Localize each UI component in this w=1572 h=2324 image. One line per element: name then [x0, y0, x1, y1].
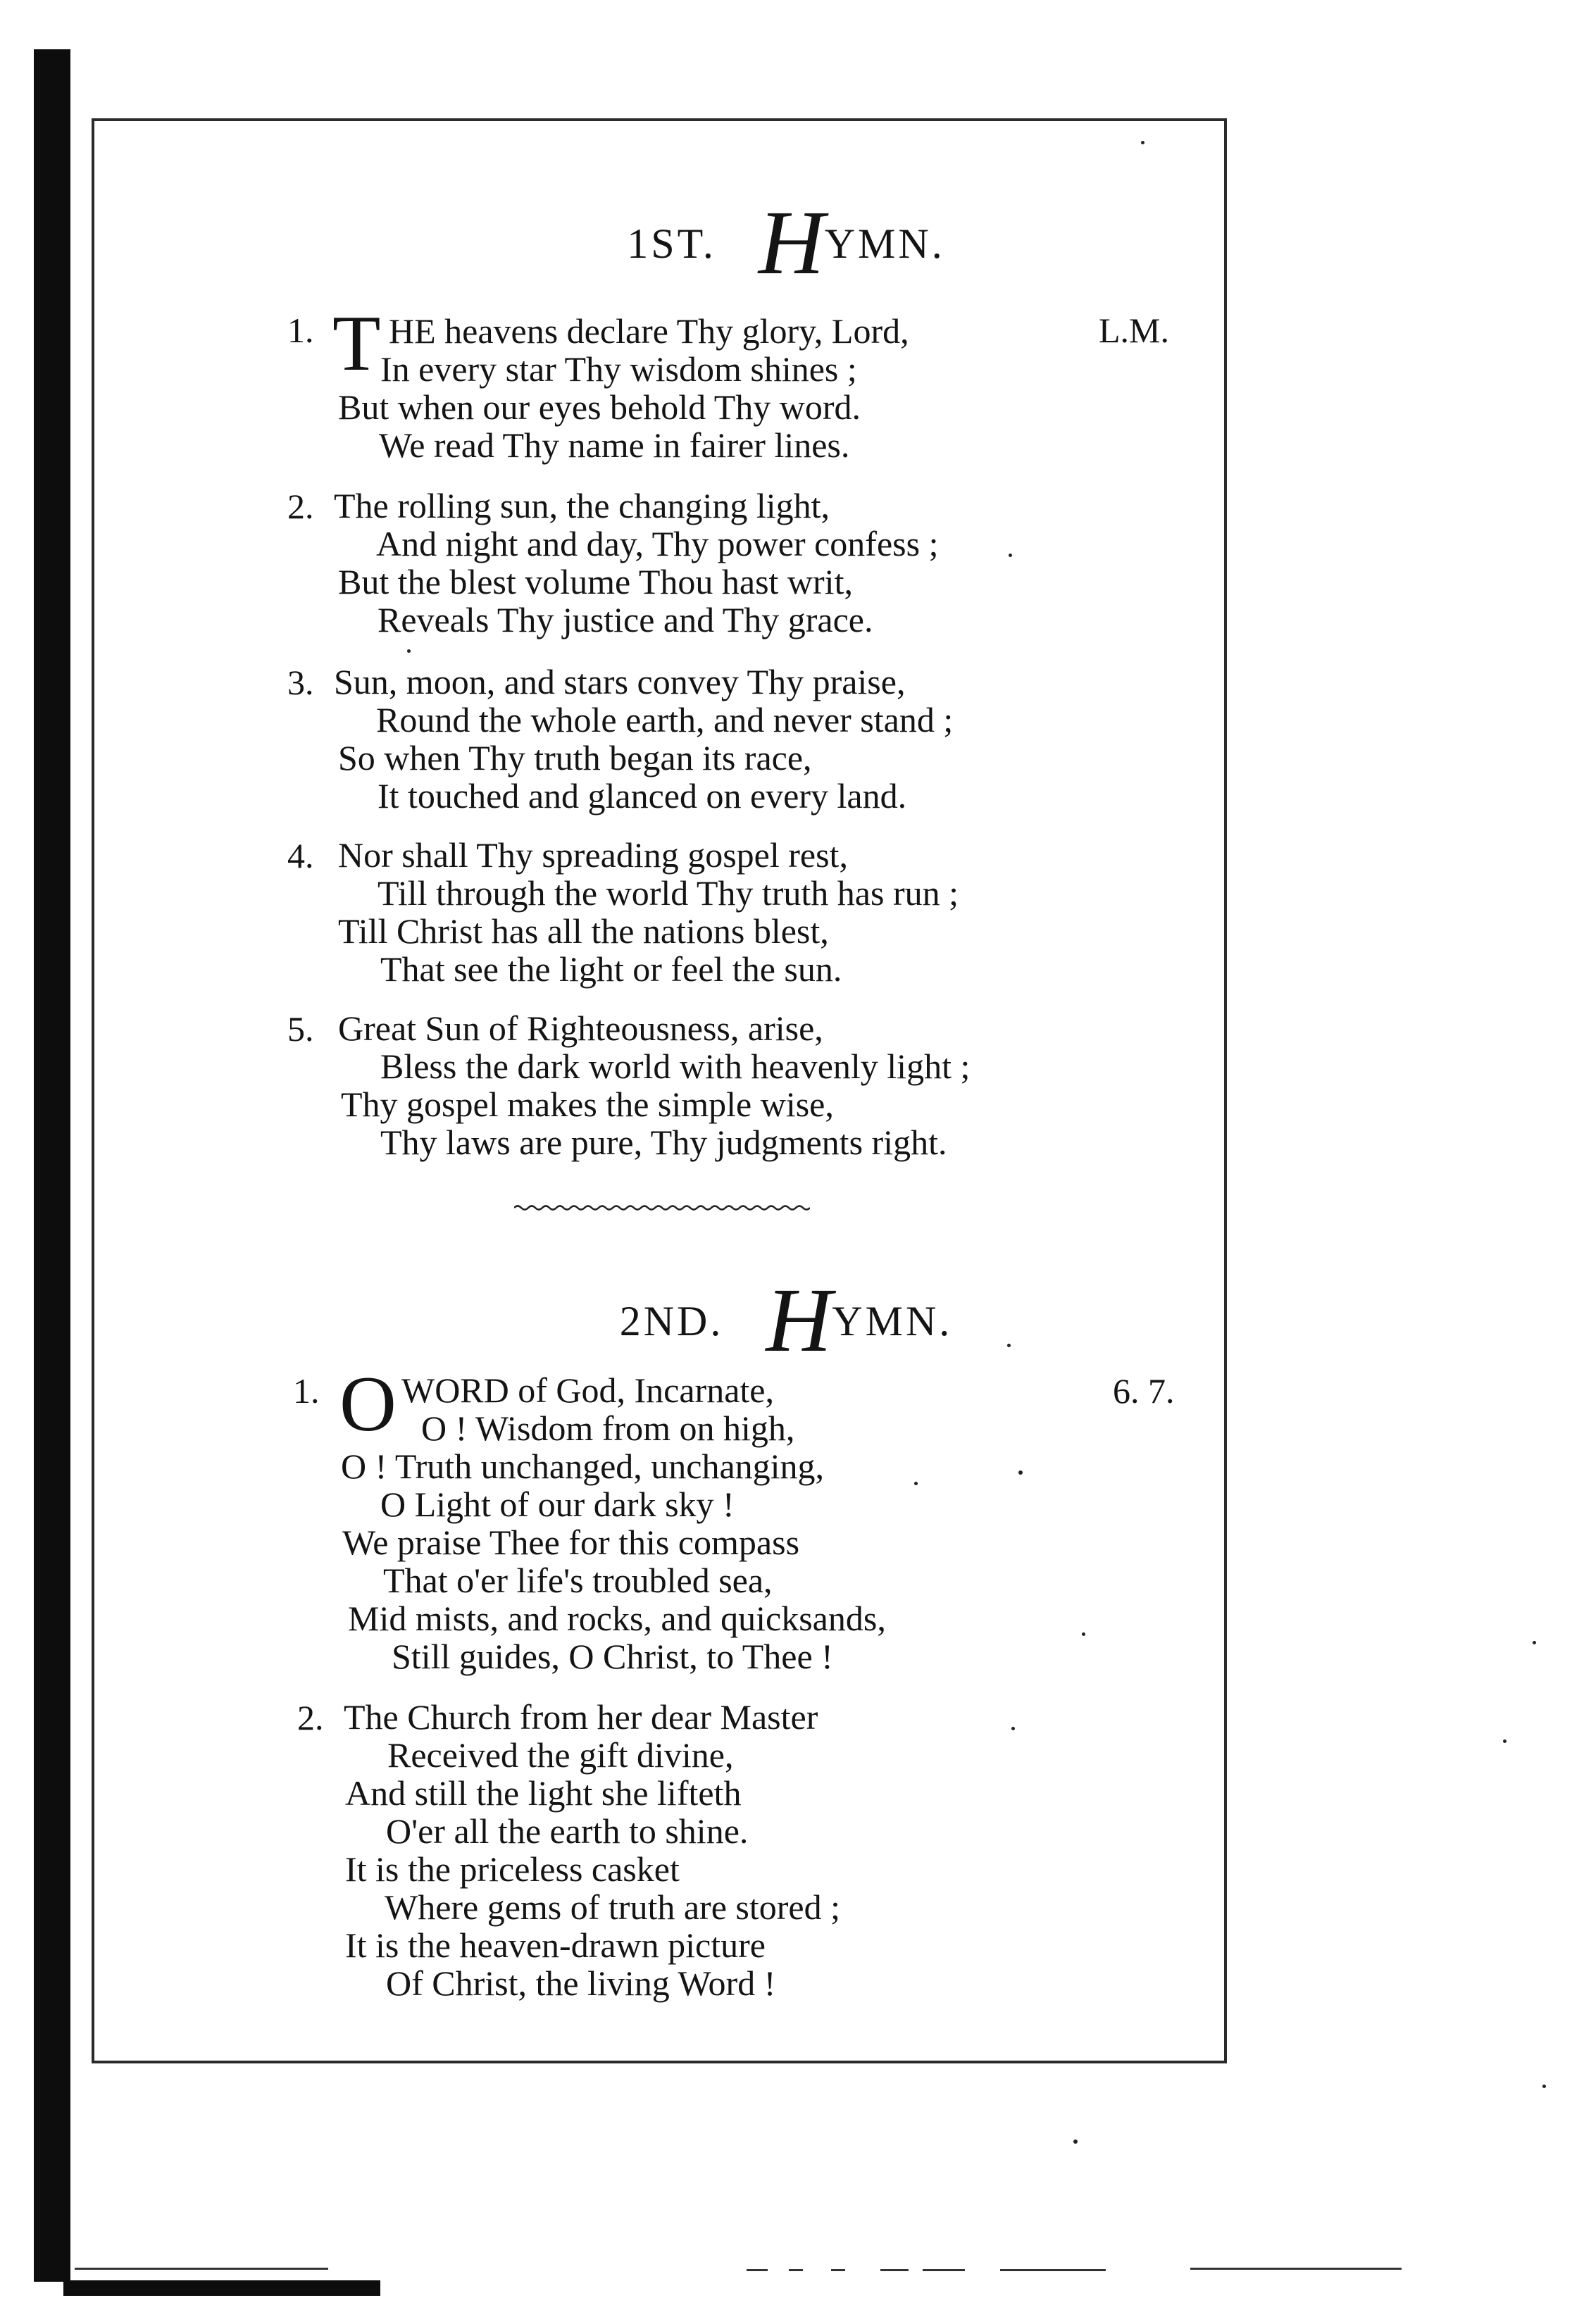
hymn1-verse2-line4: Reveals Thy justice and Thy grace.	[378, 600, 873, 639]
bottom-rule-fragment	[747, 2269, 768, 2271]
hymn1-verse5-line4: Thy laws are pure, Thy judgments right.	[380, 1123, 947, 1162]
hymn1-verse5-number: 5.	[287, 1009, 314, 1049]
bottom-rule-fragment	[880, 2269, 909, 2271]
hymn1-verse3-line2: Round the whole earth, and never stand ;	[376, 700, 954, 739]
print-speck	[1533, 1641, 1536, 1644]
hymn2-verse1-line5: We praise Thee for this compass	[342, 1523, 800, 1562]
hymn2-verse1-line6: That o'er life's troubled sea,	[383, 1561, 773, 1600]
hymn2-verse1-dropcap: O	[339, 1361, 397, 1448]
print-speck	[1007, 1344, 1011, 1347]
hymn1-verse2-line2: And night and day, Thy power confess ;	[376, 524, 939, 563]
hymn2-heading-cap: H	[766, 1270, 832, 1371]
hymn1-verse1-line3: But when our eyes behold Thy word.	[338, 387, 861, 427]
hymn1-verse2-line3: But the blest volume Thou hast writ,	[338, 562, 853, 601]
hymn1-heading-rest: YMN.	[824, 220, 945, 267]
hymn2-verse2-line6: Where gems of truth are stored ;	[385, 1887, 840, 1927]
hymn2-verse2-line4: O'er all the earth to shine.	[386, 1811, 749, 1851]
book-spine-shadow	[34, 49, 70, 2282]
hymn1-verse5-line3: Thy gospel makes the simple wise,	[341, 1085, 834, 1124]
print-speck	[1141, 141, 1144, 144]
hymn1-verse2-number: 2.	[287, 487, 314, 526]
hymn1-verse5-line1: Great Sun of Righteousness, arise,	[338, 1008, 823, 1048]
bottom-rule-fragment	[1190, 2268, 1402, 2270]
hymn1-verse4-line3: Till Christ has all the nations blest,	[338, 911, 829, 951]
hymn2-meter: 6. 7.	[1113, 1371, 1175, 1411]
print-speck	[1503, 1739, 1506, 1743]
print-speck	[1082, 1632, 1085, 1636]
print-speck	[914, 1482, 918, 1485]
hymn2-verse1-line1: WORD of God, Incarnate,	[401, 1370, 774, 1410]
hymn1-verse3-line1: Sun, moon, and stars convey Thy praise,	[334, 662, 906, 701]
hymn2-verse2-line2: Received the gift divine,	[387, 1735, 734, 1775]
hymn1-verse1-line1: HE heavens declare Thy glory, Lord,	[389, 311, 909, 351]
hymn1-verse5-line2: Bless the dark world with heavenly light ;	[380, 1047, 971, 1086]
ornamental-divider	[514, 1204, 810, 1211]
bottom-rule-fragment	[831, 2269, 845, 2271]
hymn1-meter: L.M.	[1099, 311, 1169, 350]
hymn2-verse2-line8: Of Christ, the living Word !	[386, 1963, 776, 2003]
print-speck	[1073, 2139, 1078, 2144]
hymn2-verse1-line8: Still guides, O Christ, to Thee !	[392, 1637, 833, 1676]
hymn1-verse1-line4: We read Thy name in fairer lines.	[379, 425, 850, 465]
hymn1-heading-cap: H	[758, 192, 825, 294]
hymn1-verse1-line2: In every star Thy wisdom shines ;	[380, 349, 857, 389]
hymn1-verse1-dropcap: T	[332, 300, 381, 387]
bottom-rule-fragment	[75, 2268, 328, 2270]
hymn2-verse1-line4: O Light of our dark sky !	[380, 1485, 735, 1524]
hymn2-heading-rest: YMN.	[832, 1298, 953, 1344]
hymn1-verse4-line1: Nor shall Thy spreading gospel rest,	[338, 835, 848, 875]
hymn2-verse1-line2: O ! Wisdom from on high,	[421, 1408, 795, 1448]
hymn1-verse4-line4: That see the light or feel the sun.	[380, 949, 842, 989]
hymn2-verse2-line3: And still the light she lifteth	[345, 1773, 742, 1813]
hymn1-verse3-line3: So when Thy truth began its race,	[338, 738, 812, 777]
hymn1-heading-ordinal: 1ST.	[627, 220, 716, 267]
hymn2-heading	[0, 1268, 1572, 1373]
print-speck	[1542, 2085, 1546, 2088]
hymn2-verse1-line3: O ! Truth unchanged, unchanging,	[341, 1447, 825, 1486]
hymn1-verse4-line2: Till through the world Thy truth has run ;	[378, 873, 959, 913]
print-speck	[1011, 1727, 1015, 1730]
hymn2-verse2-line1: The Church from her dear Master	[344, 1697, 818, 1737]
hymn2-verse1-line7: Mid mists, and rocks, and quicksands,	[348, 1599, 886, 1638]
hymn1-verse3-line4: It touched and glanced on every land.	[378, 776, 907, 816]
hymn1-verse2-line1: The rolling sun, the changing light,	[334, 486, 830, 525]
hymn1-verse1-number: 1.	[287, 311, 314, 350]
print-speck	[407, 649, 411, 653]
hymn1-heading	[0, 190, 1572, 296]
hymn2-verse2-line7: It is the heaven-drawn picture	[345, 1925, 766, 1965]
bottom-rule-fragment	[923, 2269, 965, 2271]
print-speck	[1018, 1470, 1023, 1475]
hymn2-verse2-number: 2.	[297, 1698, 324, 1737]
hymn2-verse1-number: 1.	[293, 1371, 320, 1411]
hymn1-verse3-number: 3.	[287, 663, 314, 702]
hymn2-verse2-line5: It is the priceless casket	[345, 1849, 680, 1889]
hymn2-heading-ordinal: 2ND.	[619, 1298, 724, 1344]
book-spine-foot	[63, 2280, 380, 2296]
hymn1-verse4-number: 4.	[287, 836, 314, 875]
print-speck	[1009, 554, 1012, 557]
bottom-rule-fragment	[1000, 2269, 1106, 2271]
bottom-rule-fragment	[789, 2269, 803, 2271]
